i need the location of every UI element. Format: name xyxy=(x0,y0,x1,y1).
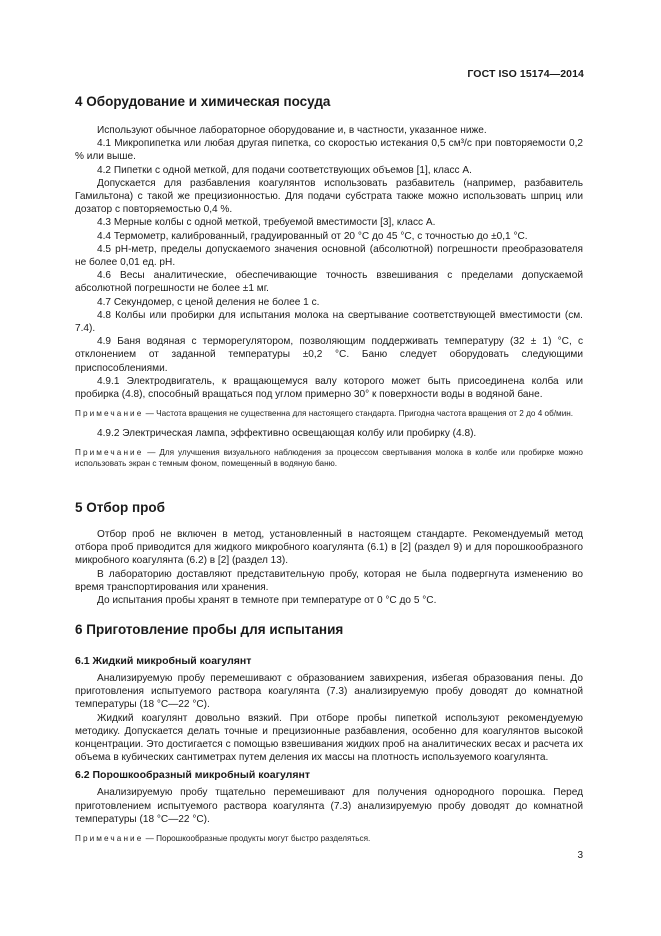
paragraph: 4.5 pH-метр, пределы допускаемого значения основной (абсолютной) погрешности преобразователя не более 0,01 ед. pH. xyxy=(75,243,583,269)
note xyxy=(75,447,583,470)
paragraph: Используют обычное лабораторное оборудование и, в частности, указанное ниже. xyxy=(97,125,487,136)
note-label: Примечание xyxy=(75,834,144,844)
subsection-title: 6.1 Жидкий микробный коагулянт xyxy=(75,655,252,667)
paragraph: Отбор проб не включен в метод, установленный в настоящем стандарте. Рекомендуемый метод отбора проб приводится для жидкого микробного коагулянта (6.1) в [2] (раздел 9) и для порошкообразного микробного коагулянта (6.2) в [2] (раздел 13). xyxy=(75,529,583,567)
paragraph: 4.2 Пипетки с одной меткой, для подачи соответствующих объемов [1], класс А. xyxy=(97,164,472,176)
section-6 xyxy=(75,622,583,638)
note-label: Примечание xyxy=(75,409,144,419)
section-4 xyxy=(75,94,583,110)
paragraph: Допускается для разбавления коагулянтов использовать разбавитель (например, разбавитель Гамильтона) с такой же прецизионностью. Для подачи субстрата также можно использовать шприц или дозатор с повторяемостью 0,4 %. xyxy=(75,177,583,216)
note-label: Примечание xyxy=(75,447,144,457)
subsection-title: 6.2 Порошкообразный микробный коагулянт xyxy=(75,769,310,782)
section-title: 4 Оборудование и химическая посуда xyxy=(75,94,331,109)
paragraph: 4.9.2 Электрическая лампа, эффективно освещающая колбу или пробирку (4.8). xyxy=(97,427,477,439)
section-title: 6 Приготовление пробы для испытания xyxy=(75,622,344,637)
paragraph: 4.7 Секундомер, с ценой деления не более 1 с. xyxy=(97,296,320,308)
paragraph: 4.8 Колбы или пробирки для испытания молока на свертывание соответствующей вместимости (см. 7.4). xyxy=(75,309,583,335)
section-6-body xyxy=(75,654,583,845)
page-number: 3 xyxy=(577,850,583,861)
paragraph: 4.4 Термометр, калиброванный, градуированный от 20 °С до 45 °С, с точностью до ±0,1 °С. xyxy=(97,230,528,242)
paragraph: 4.1 Микропипетка или любая другая пипетка, со скоростью истекания 0,5 см³/с при повторяемости 0,2 % или выше. xyxy=(75,138,583,163)
paragraph: Жидкий коагулянт довольно вязкий. При отборе пробы пипеткой используют рекомендуемую методику. Допускается делать точные и прецизионные разбавления, особенно для коагулянтов высокой концентрации. Это достигается с помощью взвешивания жидких проб на аналитических весах и расчета их объема в кубических сантиметрах путем деления их массы на плотность используемого коагулянта. xyxy=(75,712,583,764)
section-title: 5 Отбор проб xyxy=(75,500,165,515)
note-text: — Порошкообразные продукты могут быстро разделяться. xyxy=(145,834,371,844)
paragraph: В лабораторию доставляют представительную пробу, которая не была подвергнута изменению во время транспортирования или хранения. xyxy=(75,568,583,593)
document-code: ГОСТ ISO 15174—2014 xyxy=(467,68,584,80)
paragraph: 4.6 Весы аналитические, обеспечивающие точность взвешивания с пределами допускаемой абсолютной погрешности не более ±1 мг. xyxy=(75,270,583,295)
note-text: — Частота вращения не существенна для настоящего стандарта. Пригодна частота вращения от 2 до 4 об/мин. xyxy=(145,409,574,419)
note xyxy=(75,833,583,845)
paragraph: 4.9 Баня водяная с терморегулятором, позволяющим поддерживать температуру (32 ± 1) °С, с отклонением от заданной температуры ±0,2 °С. Баню следует оборудовать следующими приспособлениями. xyxy=(75,336,583,374)
section-5-body xyxy=(75,528,583,607)
paragraph: 4.9.1 Электродвигатель, к вращающемуся валу которого может быть присоединена колба или пробирка (4.8), способный вращаться под углом примерно 30° к поверхности воды в водяной бане. xyxy=(75,375,583,401)
note-text: — Для улучшения визуального наблюдения за процессом свертывания молока в колбе или пробирке можно использовать экран с темным фоном, помещенный в водяную баню. xyxy=(75,447,583,469)
section-5 xyxy=(75,500,583,516)
section-4-body xyxy=(75,124,583,470)
paragraph: До испытания пробы хранят в темноте при температуре от 0 °С до 5 °С. xyxy=(97,595,437,607)
note xyxy=(75,408,583,420)
paragraph: 4.3 Мерные колбы с одной меткой, требуемой вместимости [3], класс А. xyxy=(97,217,436,229)
paragraph: Анализируемую пробу тщательно перемешивают для получения однородного порошка. Перед приготовлением испытуемого раствора коагулянта (7.3) анализируемую пробу доводят до комнатной температуры (18 °С—22 °С). xyxy=(75,787,583,825)
paragraph: Анализируемую пробу перемешивают с образованием завихрения, избегая образования пены. До приготовления испытуемого раствора коагулянта (7.3) анализируемую пробу доводят до комнатной температуры (18 °С—22 °С). xyxy=(75,673,583,711)
